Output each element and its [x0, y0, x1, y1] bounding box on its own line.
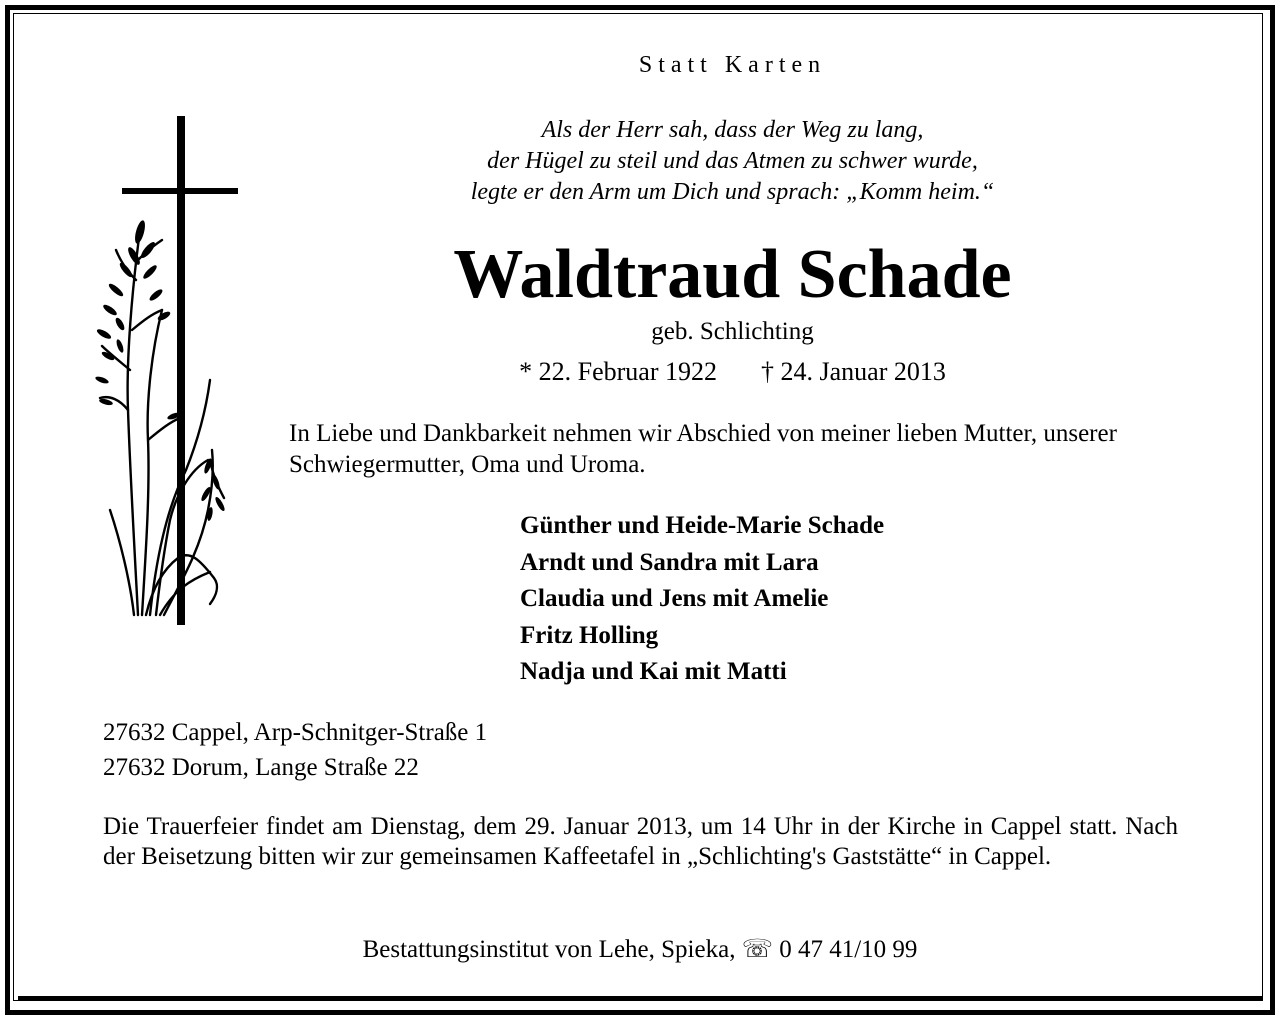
life-dates [0, 357, 1280, 387]
header-title: Statt Karten [638, 52, 827, 78]
verse-line: der Hügel zu steil und das Atmen zu schwer wurde, [487, 148, 978, 174]
mourner: Nadja und Kai mit Matti [520, 658, 787, 685]
address-line: 27632 Cappel, Arp-Schnitger-Straße 1 [103, 719, 488, 746]
address-line: 27632 Dorum, Lange Straße 22 [103, 754, 419, 781]
funeral-notice: Die Trauerfeier findet am Dienstag, dem 29. Januar 2013, um 14 Uhr in der Kirche in Cappel statt. Nach der Beisetzung bitten wir zur gemeinsamen Kaffeetafel in „Schlichting's Gaststätte“ in Cappel. [103, 813, 1178, 870]
mourner: Günther und Heide-Marie Schade [520, 512, 885, 539]
mourner: Fritz Holling [520, 621, 659, 649]
intro-text: In Liebe und Dankbarkeit nehmen wir Abschied von meiner lieben Mutter, unserer Schwiegermutter, Oma und Uroma. [289, 420, 1117, 478]
birth-date: * 22. Februar 1922 [519, 357, 717, 386]
mourner: Claudia und Jens mit Amelie [520, 585, 829, 612]
birth-name: geb. Schlichting [651, 318, 814, 345]
death-date: † 24. Januar 2013 [761, 357, 946, 386]
telephone-icon: ☏ [741, 936, 773, 963]
mourner: Arndt und Sandra mit Lara [520, 548, 819, 576]
addresses [103, 715, 487, 785]
bottom-rule [18, 996, 1262, 1000]
mourners-list [520, 508, 884, 691]
phone-number: 0 47 41/10 99 [779, 936, 918, 963]
deceased-name: Waldtraud Schade [453, 236, 1012, 313]
verse-line: legte er den Arm um Dich und sprach: „Komm heim.“ [470, 179, 995, 205]
verse-line: Als der Herr sah, dass der Weg zu lang, [541, 117, 924, 143]
undertaker: Bestattungsinstitut von Lehe, Spieka, [362, 936, 736, 963]
footer [0, 934, 1280, 964]
